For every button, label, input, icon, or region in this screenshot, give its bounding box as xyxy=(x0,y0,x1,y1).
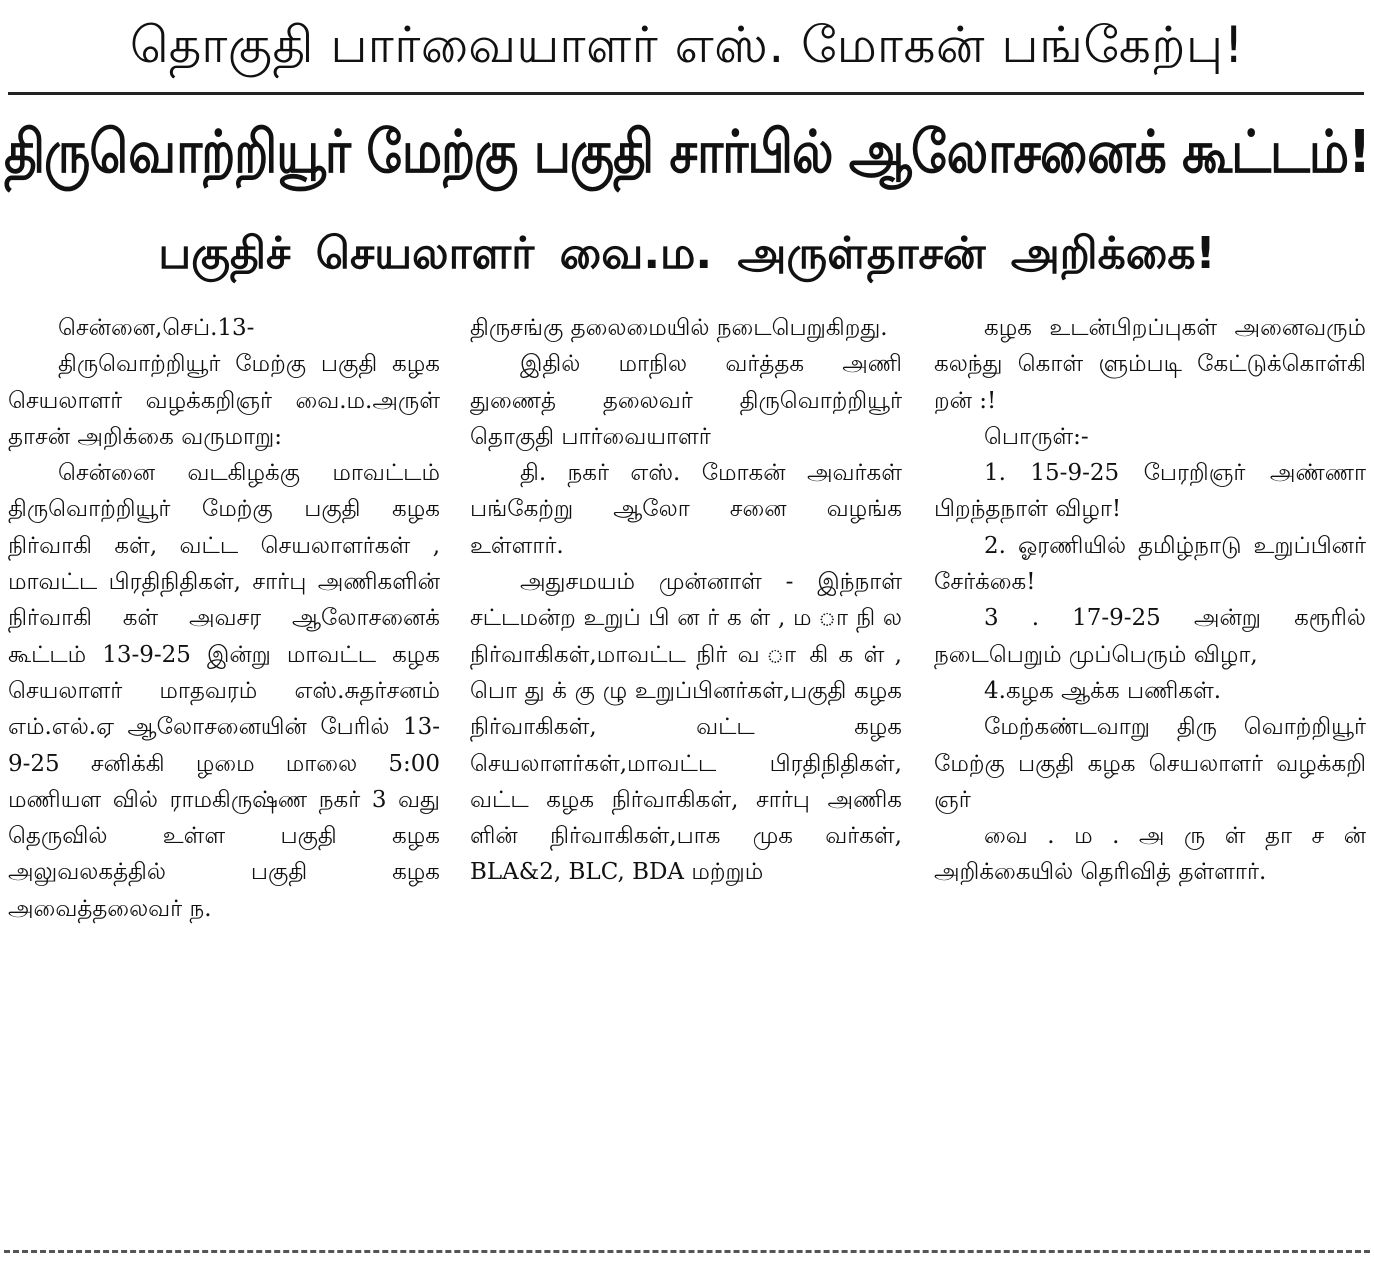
subject-heading: பொருள்:- xyxy=(984,423,1089,450)
article-column-3 xyxy=(934,310,1366,1240)
bottom-dashed-rule xyxy=(4,1250,1370,1253)
article-paragraph: வை . ம . அ ரு ள் தா ச ன் அறிக்கையில் தெரிவித் தள்ளார். xyxy=(934,823,1366,886)
article-paragraph: இதில் மாநில வர்த்தக அணி துணைத் தலைவர் திருவொற்றியூர் தொகுதி பார்வையாளர் xyxy=(470,351,902,450)
article-paragraph: திருசங்கு தலைமையில் நடைபெறுகிறது. xyxy=(470,315,888,341)
agenda-item-2: 2. ஓரணியில் தமிழ்நாடு உறுப்பினர் சேர்க்கை! xyxy=(934,532,1366,596)
agenda-item-4: 4.கழக ஆக்க பணிகள். xyxy=(984,677,1222,704)
kicker-headline: தொகுதி பார்வையாளர் எஸ். மோகன் பங்கேற்பு! xyxy=(129,16,1245,74)
article-paragraph: மேற்கண்டவாறு திரு வொற்றியூர் மேற்கு பகுதி கழக செயலாளர் வழக்கறி ஞர் xyxy=(934,714,1366,813)
article-column-1 xyxy=(8,310,440,1240)
article-paragraph: திருவொற்றியூர் மேற்கு பகுதி கழக செயலாளர் வழக்கறிஞர் வை.ம.அருள் தாசன் அறிக்கை வருமாறு: xyxy=(8,351,440,450)
article-paragraph: அதுசமயம் முன்னாள் - இந்நாள் சட்டமன்ற உறுப் பி ன ர் க ள் , ம ா நி ல நிர்வாகிகள்,மாவட்ட நிர் வ ா கி க ள் , பொ து க் கு ழு உறுப்பினர்கள்,பகுதி கழக நிர்வாகிகள், வட்ட கழக செயலாளர்கள்,மாவட்ட பிரதிநிதிகள், வட்ட கழக நிர்வாகிகள், சார்பு அணிக ளின் நிர்வாகிகள்,பாக முக வர்கள், BLA&2, BLC, BDA மற்றும் xyxy=(470,569,902,886)
article-paragraph: கழக உடன்பிறப்புகள் அனைவரும் கலந்து கொள் ளும்படி கேட்டுக்கொள்கி றன் :! xyxy=(934,315,1366,414)
agenda-item-3: 3 . 17-9-25 அன்று கரூரில் நடைபெறும் முப்பெரும் விழா, xyxy=(934,605,1366,668)
sub-headline: பகுதிச் செயலாளர் வை.ம. அருள்தாசன் அறிக்கை! xyxy=(158,228,1216,279)
article-paragraph: தி. நகர் எஸ். மோகன் அவர்கள் பங்கேற்று ஆலோ சனை வழங்க உள்ளார். xyxy=(470,460,902,559)
dateline: சென்னை,செப்.13- xyxy=(58,315,255,341)
article-column-2 xyxy=(470,310,902,1240)
article-paragraph: சென்னை வடகிழக்கு மாவட்டம் திருவொற்றியூர் மேற்கு பகுதி கழக நிர்வாகி கள், வட்ட செயலாளர்கள் , மாவட்ட பிரதிநிதிகள், சார்பு அணிகளின் நிர்வாகி கள் அவசர ஆலோசனைக் கூட்டம் 13-9-25 இன்று மாவட்ட கழக செயலாளர் மாதவரம் எஸ்.சுதர்சனம் எம்.எல்.ஏ ஆலோசனையின் பேரில் 13-9-25 சனிக்கி ழமை மாலை 5:00 மணியள வில் ராமகிருஷ்ண நகர் 3 வது தெருவில் உள்ள பகுதி கழக அலுவலகத்தில் பகுதி கழக அவைத்தலைவர் ந. xyxy=(8,460,440,922)
agenda-item-1: 1. 15-9-25 பேரறிஞர் அண்ணா பிறந்தநாள் விழா! xyxy=(934,460,1366,523)
main-headline: திருவொற்றியூர் மேற்கு பகுதி சார்பில் ஆலோசனைக் கூட்டம்! xyxy=(4,117,1370,187)
